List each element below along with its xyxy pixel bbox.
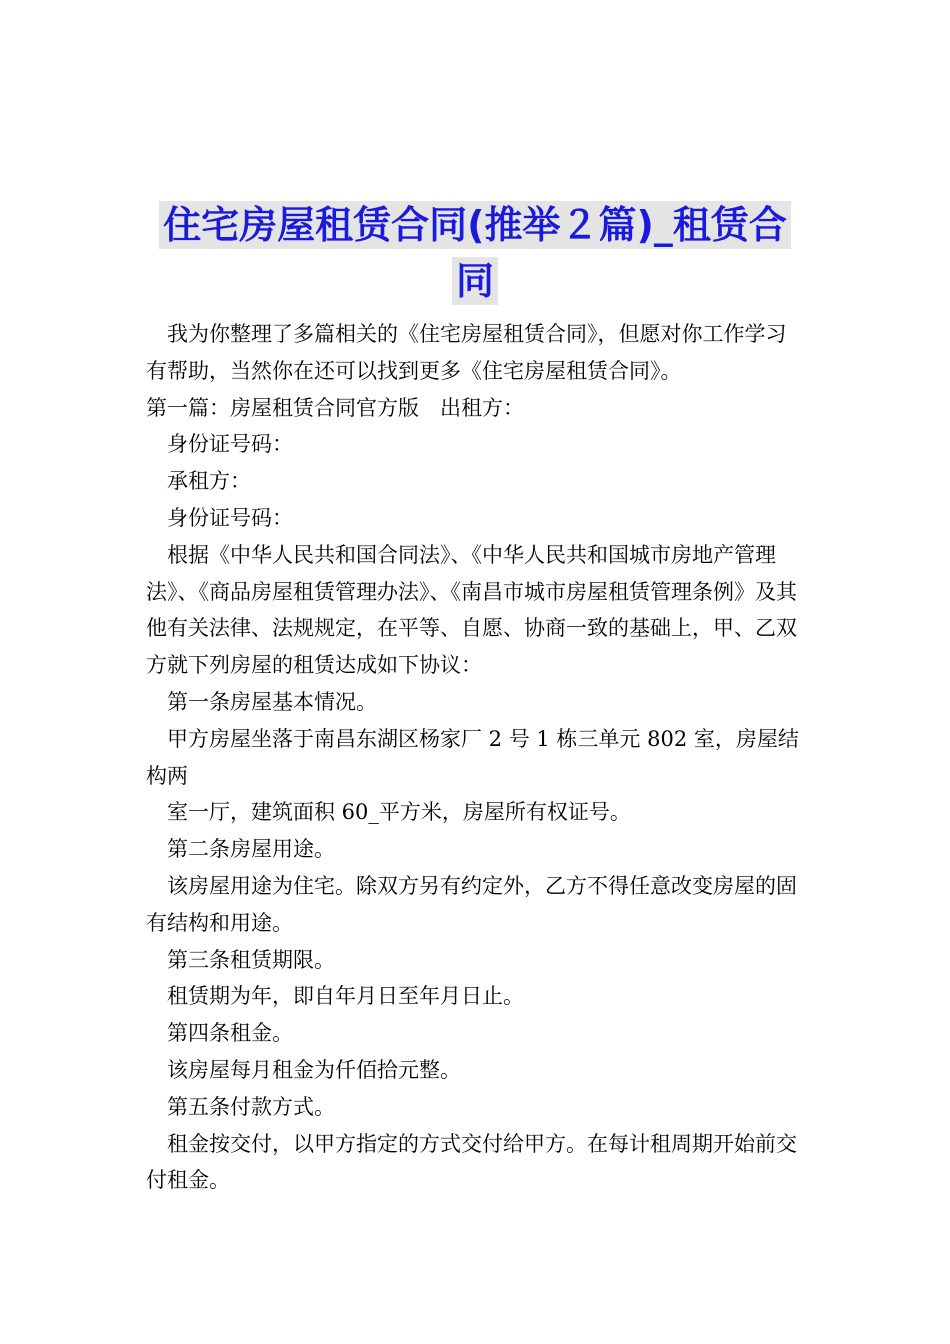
paragraph-article-3: 第三条租赁期限。 — [146, 947, 335, 972]
paragraph-usage: 该房屋用途为住宅。除双方另有约定外，乙方不得任意改变房屋的固有结构和用途。 — [146, 873, 797, 935]
paragraph-article-4: 第四条租金。 — [146, 1021, 293, 1046]
paragraph-article-2: 第二条房屋用途。 — [146, 837, 335, 862]
paragraph-area: 室一厅，建筑面积 60_平方米，房屋所有权证号。 — [146, 800, 631, 825]
paragraph-article-5: 第五条付款方式。 — [146, 1094, 335, 1119]
paragraph-part-one-heading: 第一篇：房屋租赁合同官方版 出租方： — [146, 395, 524, 420]
document-title: 住宅房屋租赁合同(推举２篇)_租赁合同 — [150, 197, 800, 309]
paragraph-rent: 该房屋每月租金为仟佰拾元整。 — [146, 1057, 461, 1082]
paragraph-lessor-id: 身份证号码： — [146, 432, 293, 457]
paragraph-legal-basis: 根据《中华人民共和国合同法》、《中华人民共和国城市房地产管理法》、《商品房屋租赁管理办法》、《南昌市城市房屋租赁管理条例》及其他有关法律、法规规定，在平等、自愿、协商一致的基础上，甲、乙双方就下列房屋的租赁达成如下协议： — [146, 542, 797, 678]
paragraph-term: 租赁期为年，即自年月日至年月日止。 — [146, 984, 524, 1009]
paragraph-lessee: 承租方： — [146, 469, 251, 494]
paragraph-article-1: 第一条房屋基本情况。 — [146, 689, 377, 714]
paragraph-intro: 我为你整理了多篇相关的《住宅房屋租赁合同》，但愿对你工作学习有帮助，当然你在还可以找到更多《住宅房屋租赁合同》。 — [146, 322, 787, 383]
document-body — [146, 316, 806, 1199]
paragraph-location: 甲方房屋坐落于南昌东湖区杨家厂 2 号 1 栋三单元 802 室，房屋结构两 — [146, 726, 799, 788]
paragraph-lessee-id: 身份证号码： — [146, 505, 293, 530]
paragraph-payment: 租金按交付，以甲方指定的方式交付给甲方。在每计租周期开始前交付租金。 — [146, 1131, 797, 1193]
